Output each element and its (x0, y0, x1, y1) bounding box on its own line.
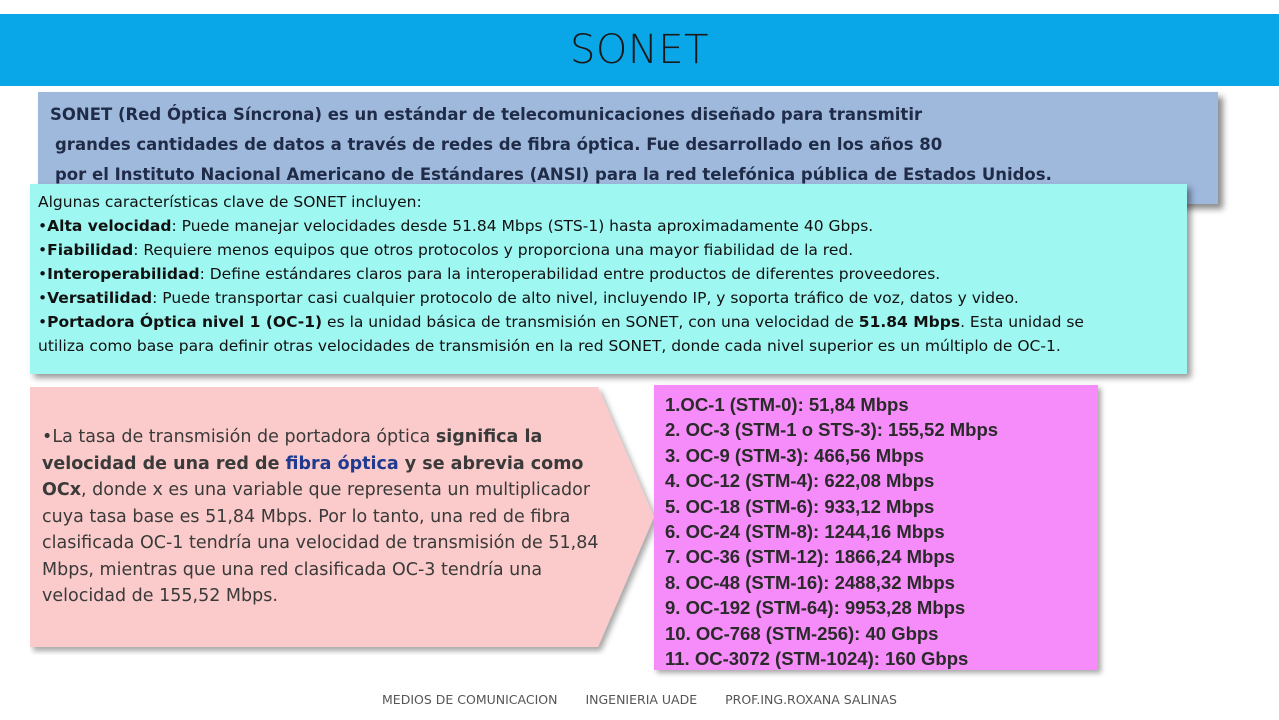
footer-course: MEDIOS DE COMUNICACION (382, 692, 558, 707)
title-bar (0, 14, 1279, 86)
feature-term: Versatilidad (47, 289, 153, 307)
oc-level-item: 5. OC-18 (STM-6): 933,12 Mbps (665, 495, 935, 517)
features-heading: Algunas características clave de SONET incluyen: (38, 193, 422, 211)
feature-text: : Requiere menos equipos que otros protocolos y proporciona una mayor fiabilidad de la red. (133, 241, 854, 259)
intro-line: grandes cantidades de datos a través de redes de fibra óptica. Fue desarrollado en los años 80 (55, 135, 943, 154)
footer-professor: PROF.ING.ROXANA SALINAS (725, 692, 897, 707)
feature-term: Alta velocidad (47, 217, 172, 235)
feature-term: Portadora Óptica nivel 1 (OC-1) (47, 313, 323, 331)
feature-text: : Puede manejar velocidades desde 51.84 Mbps (STS-1) hasta aproximadamente 40 Gbps. (171, 217, 874, 235)
oc-level-item: 9. OC-192 (STM-64): 9953,28 Mbps (665, 597, 966, 619)
intro-text (50, 100, 1052, 190)
footer (0, 692, 1279, 707)
feature-text: : Define estándares claros para la interoperabilidad entre productos de diferentes proveedores. (199, 265, 941, 283)
oc-level-item: 10. OC-768 (STM-256): 40 Gbps (665, 622, 939, 644)
footer-school: INGENIERIA UADE (585, 692, 698, 707)
fibra-optica-highlight: fibra óptica (285, 453, 399, 474)
oc-level-item: 2. OC-3 (STM-1 o STS-3): 155,52 Mbps (665, 419, 999, 441)
feature-item: •Interoperabilidad: Define estándares claros para la interoperabilidad entre productos de diferentes proveedores. (38, 265, 941, 283)
feature-term: Interoperabilidad (47, 265, 200, 283)
feature-text: : Puede transportar casi cualquier protocolo de alto nivel, incluyendo IP, y soporta tráfico de voz, datos y video. (152, 289, 1019, 307)
oc-level-item: 11. OC-3072 (STM-1024): 160 Gbps (665, 648, 969, 670)
feature-item: •Versatilidad: Puede transportar casi cualquier protocolo de alto nivel, incluyendo IP, y soporta tráfico de voz, datos y video. (38, 289, 1019, 307)
intro-line: SONET (Red Óptica Síncrona) es un estándar de telecomunicaciones diseñado para transmitir (50, 105, 923, 124)
oc-level-item: 3. OC-9 (STM-3): 466,56 Mbps (665, 444, 925, 466)
oc-level-item: 7. OC-36 (STM-12): 1866,24 Mbps (665, 546, 955, 568)
intro-line: por el Instituto Nacional Americano de Estándares (ANSI) para la red telefónica pública de Estados Unidos. (55, 165, 1052, 184)
oc-levels-box (654, 385, 1098, 670)
oc-level-item: 6. OC-24 (STM-8): 1244,16 Mbps (665, 521, 945, 543)
oc-level-item: 8. OC-48 (STM-16): 2488,32 Mbps (665, 571, 955, 593)
feature-item-oc1-cont: utiliza como base para definir otras velocidades de transmisión en la red SONET, donde cada nivel superior es un múltiplo de OC-1. (38, 337, 1061, 355)
feature-item-oc1: •Portadora Óptica nivel 1 (OC-1) es la unidad básica de transmisión en SONET, con una velocidad de 51.84 Mbps. Esta unidad se (38, 313, 1084, 331)
oc-level-item: 4. OC-12 (STM-4): 622,08 Mbps (665, 470, 935, 492)
feature-item: •Alta velocidad: Puede manejar velocidades desde 51.84 Mbps (STS-1) hasta aproximadamente 40 Gbps. (38, 217, 874, 235)
slide-title: SONET (569, 27, 709, 73)
oc-level-item: 1.OC-1 (STM-0): 51,84 Mbps (665, 394, 909, 415)
oc-description: •La tasa de transmisión de portadora óptica significa la velocidad de una red de fibra óptica y se abrevia como OCx, donde x es una variable que representa un multiplicador cuya tasa base es 51,84 Mbps. Por lo tanto, una red de fibra clasificada OC-1 tendría una velocidad de transmisión de 51,84 Mbps, mientras que una red clasificada OC-3 tendría una velocidad de 155,52 Mbps. (42, 427, 599, 606)
feature-item: •Fiabilidad: Requiere menos equipos que otros protocolos y proporciona una mayor fiabilidad de la red. (38, 241, 854, 259)
features-box (30, 184, 1187, 374)
oc-levels-list (665, 392, 998, 671)
feature-term: Fiabilidad (47, 241, 134, 259)
oc1-speed: 51.84 Mbps (858, 313, 961, 331)
